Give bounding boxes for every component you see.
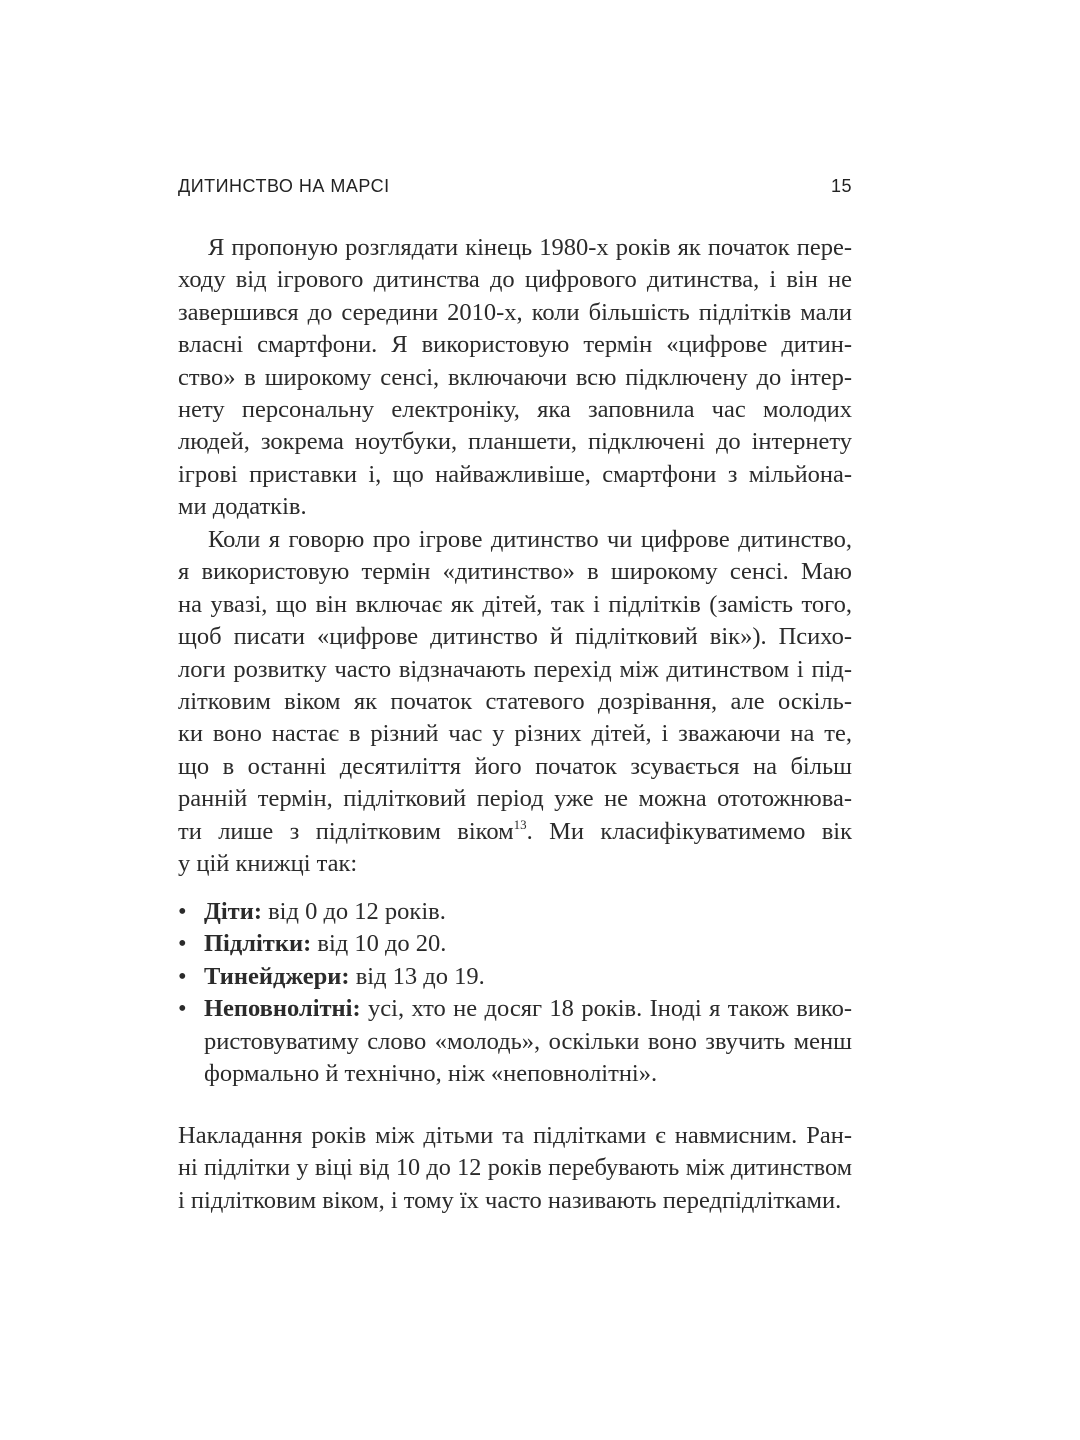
age-definitions-list xyxy=(178,896,852,1090)
text-line: ранній термін, підлітковий період уже не можна ототожнюва- xyxy=(178,785,852,813)
text-line: Я пропоную розглядати кінець 1980-х років як початок пере- xyxy=(208,234,852,261)
text-span: ти лише з підлітковим віком xyxy=(178,817,514,845)
list-term: Підлітки: xyxy=(204,930,312,958)
list-item xyxy=(178,896,852,928)
text-line xyxy=(178,816,852,848)
text-line: ігрові приставки і, що найважливіше, смартфони з мільйона- xyxy=(178,460,852,488)
list-text: усі, хто не досяг 18 років. Іноді я також вико- xyxy=(360,995,852,1023)
text-line: Коли я говорю про ігрове дитинство чи цифрове дитинство, xyxy=(208,526,852,553)
text-line: ні підлітки у віці від 10 до 12 років перебувають між дитинством xyxy=(178,1154,852,1182)
bullet-icon: • xyxy=(178,995,187,1023)
text-line: ходу від ігрового дитинства до цифрового дитинства, і він не xyxy=(178,266,852,294)
list-text: від 0 до 12 років. xyxy=(261,898,446,925)
text-line: людей, зокрема ноутбуки, планшети, підключені до інтернету xyxy=(178,428,852,456)
page-number: 15 xyxy=(830,176,852,196)
chapter-title: ДИТИНСТВО НА МАРСІ xyxy=(178,176,390,196)
text-line: на увазі, що він включає як дітей, так і підлітків (замість того, xyxy=(178,590,852,618)
text-line: ми додатків. xyxy=(178,493,307,521)
text-line: завершився до середини 2010-х, коли більшість підлітків мали xyxy=(178,298,852,326)
text-line: ство» в широкому сенсі, включаючи всю підключену до інтер- xyxy=(178,363,852,391)
list-term: Неповнолітні: xyxy=(204,995,361,1023)
bullet-icon: • xyxy=(178,962,187,990)
running-head xyxy=(178,176,852,202)
text-line: ки воно настає в різний час у різних дітей, і зважаючи на те, xyxy=(178,720,852,748)
list-term: Тинейджери: xyxy=(204,962,350,990)
bullet-icon: • xyxy=(178,898,187,925)
list-item xyxy=(178,961,852,993)
text-span: . Ми класифікуватимемо вік xyxy=(526,817,852,845)
text-line: я використовую термін «дитинство» в широкому сенсі. Маю xyxy=(178,558,852,586)
list-term: Діти: xyxy=(204,898,262,925)
paragraph-1 xyxy=(178,232,852,524)
text-line: у цій книжці так: xyxy=(178,850,358,878)
list-text-continuation: формально й технічно, ніж «неповнолітні». xyxy=(204,1060,658,1088)
text-line: Накладання років між дітьми та підлітками є навмисним. Ран- xyxy=(178,1122,852,1149)
list-text-continuation: ристовуватиму слово «молодь», оскільки воно звучить менш xyxy=(204,1027,852,1055)
text-line: власні смартфони. Я використовую термін «цифрове дитин- xyxy=(178,331,852,359)
bullet-icon: • xyxy=(178,930,187,958)
paragraph-3 xyxy=(178,1120,852,1217)
list-text: від 13 до 19. xyxy=(349,962,485,990)
list-item xyxy=(178,928,852,960)
text-line: і підлітковим віком, і тому їх часто називають передпідлітками. xyxy=(178,1186,842,1214)
text-line: щоб писати «цифрове дитинство й підлітковий вік»). Психо- xyxy=(178,623,852,651)
text-line: нету персональну електроніку, яка заповнила час молодих xyxy=(178,396,852,424)
paragraph-2 xyxy=(178,524,852,880)
text-line: літковим віком як початок статевого дозрівання, але оскіль- xyxy=(178,688,852,716)
text-line: логи розвитку часто відзначають перехід між дитинством і під- xyxy=(178,655,852,683)
list-item xyxy=(178,993,852,1090)
text-line: що в останні десятиліття його початок зсувається на більш xyxy=(178,752,852,780)
list-text: від 10 до 20. xyxy=(311,930,447,958)
footnote-reference[interactable]: 13 xyxy=(513,816,527,832)
